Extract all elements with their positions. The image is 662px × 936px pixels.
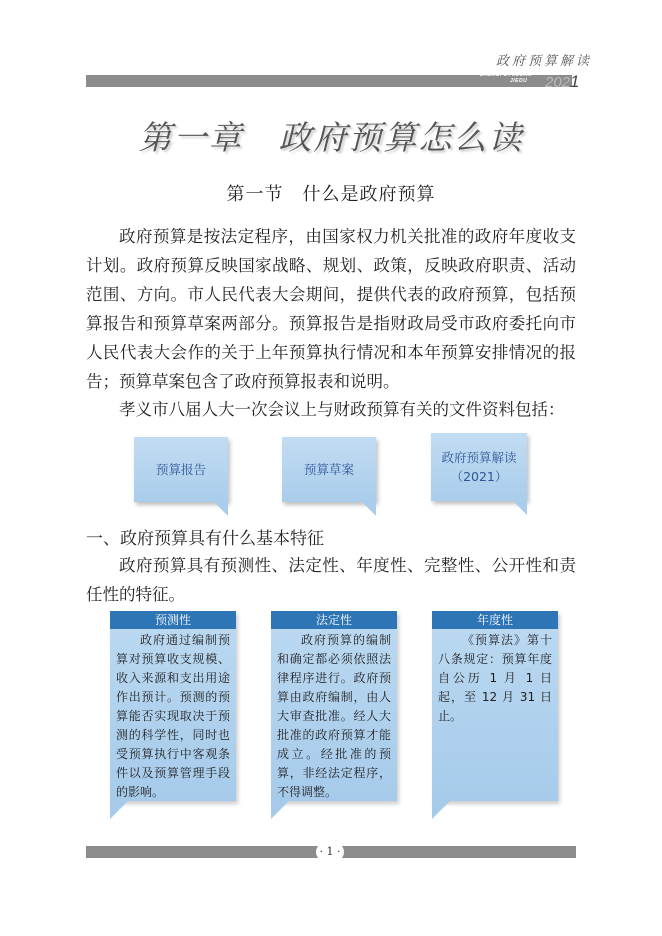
- document-label: 政府预算解读: [441, 450, 517, 465]
- document-year-label: （2021）: [450, 469, 508, 484]
- feature-body: 政府预算的编制和确定都必须依照法律程序进行。政府预算由政府编制，由人大审查批准。经人大批准的政府预算才能成立。经批准的预算，非经法定程序，不得调整。: [277, 633, 391, 799]
- header-year-prefix: 202: [545, 74, 571, 91]
- documents-intro-paragraph: 孝义市八届人大一次会议上与财政预算有关的文件资料包括：: [119, 400, 565, 419]
- feature-title: 预测性: [110, 611, 236, 629]
- features-intro-paragraph: 政府预算具有预测性、法定性、年度性、完整性、公开性和责任性的特征。: [86, 556, 576, 604]
- feature-card-legal: [271, 611, 397, 801]
- header-year: [545, 72, 580, 92]
- document-budget-draft: [282, 437, 376, 502]
- subheading-basic-features: 一、政府预算具有什么基本特征: [86, 529, 324, 548]
- feature-card-predictive: [110, 611, 236, 801]
- header-year-suffix: 1: [570, 72, 580, 91]
- document-label: 预算报告: [155, 462, 206, 477]
- running-header-title: 政府预算解读: [495, 54, 592, 69]
- page-number: · 1 ·: [316, 843, 344, 861]
- feature-title: 年度性: [432, 611, 558, 629]
- feature-body: 政府通过编制预算对预算收支规模、收入来源和支出用途作出预计。预测的预算能否实现取决于预测的科学性，同时也受预算执行中客观条件以及预算管理手段的影响。: [116, 633, 230, 799]
- header-pinyin: [480, 72, 532, 84]
- document-label: 预算草案: [303, 462, 354, 477]
- feature-card-annual: [432, 611, 558, 801]
- feature-body: 《预算法》第十八条规定：预算年度自公历 1 月 1 日起，至 12 月 31 日止。: [438, 633, 552, 723]
- document-budget-report: [134, 437, 228, 502]
- intro-paragraph: 政府预算是按法定程序，由国家权力机关批准的政府年度收支计划。政府预算反映国家战略、规划、政策，反映政府职责、活动范围、方向。市人民代表大会期间，提供代表的政府预算，包括预算报告和预算草案两部分。预算报告是指财政局受市政府委托向市人民代表大会作的关于上年预算执行情况和本年预算安排情况的报告；预算草案包含了政府预算报表和说明。: [86, 227, 576, 391]
- header-pinyin-line2: JIEDU: [510, 78, 528, 84]
- chapter-title: 第一章 政府预算怎么读: [138, 118, 524, 157]
- document-budget-interpretation: [431, 433, 527, 501]
- feature-title: 法定性: [271, 611, 397, 629]
- section-title: 第一节 什么是政府预算: [226, 184, 436, 205]
- header-pinyin-line1: ZHENGFUYUSUAN: [480, 72, 532, 78]
